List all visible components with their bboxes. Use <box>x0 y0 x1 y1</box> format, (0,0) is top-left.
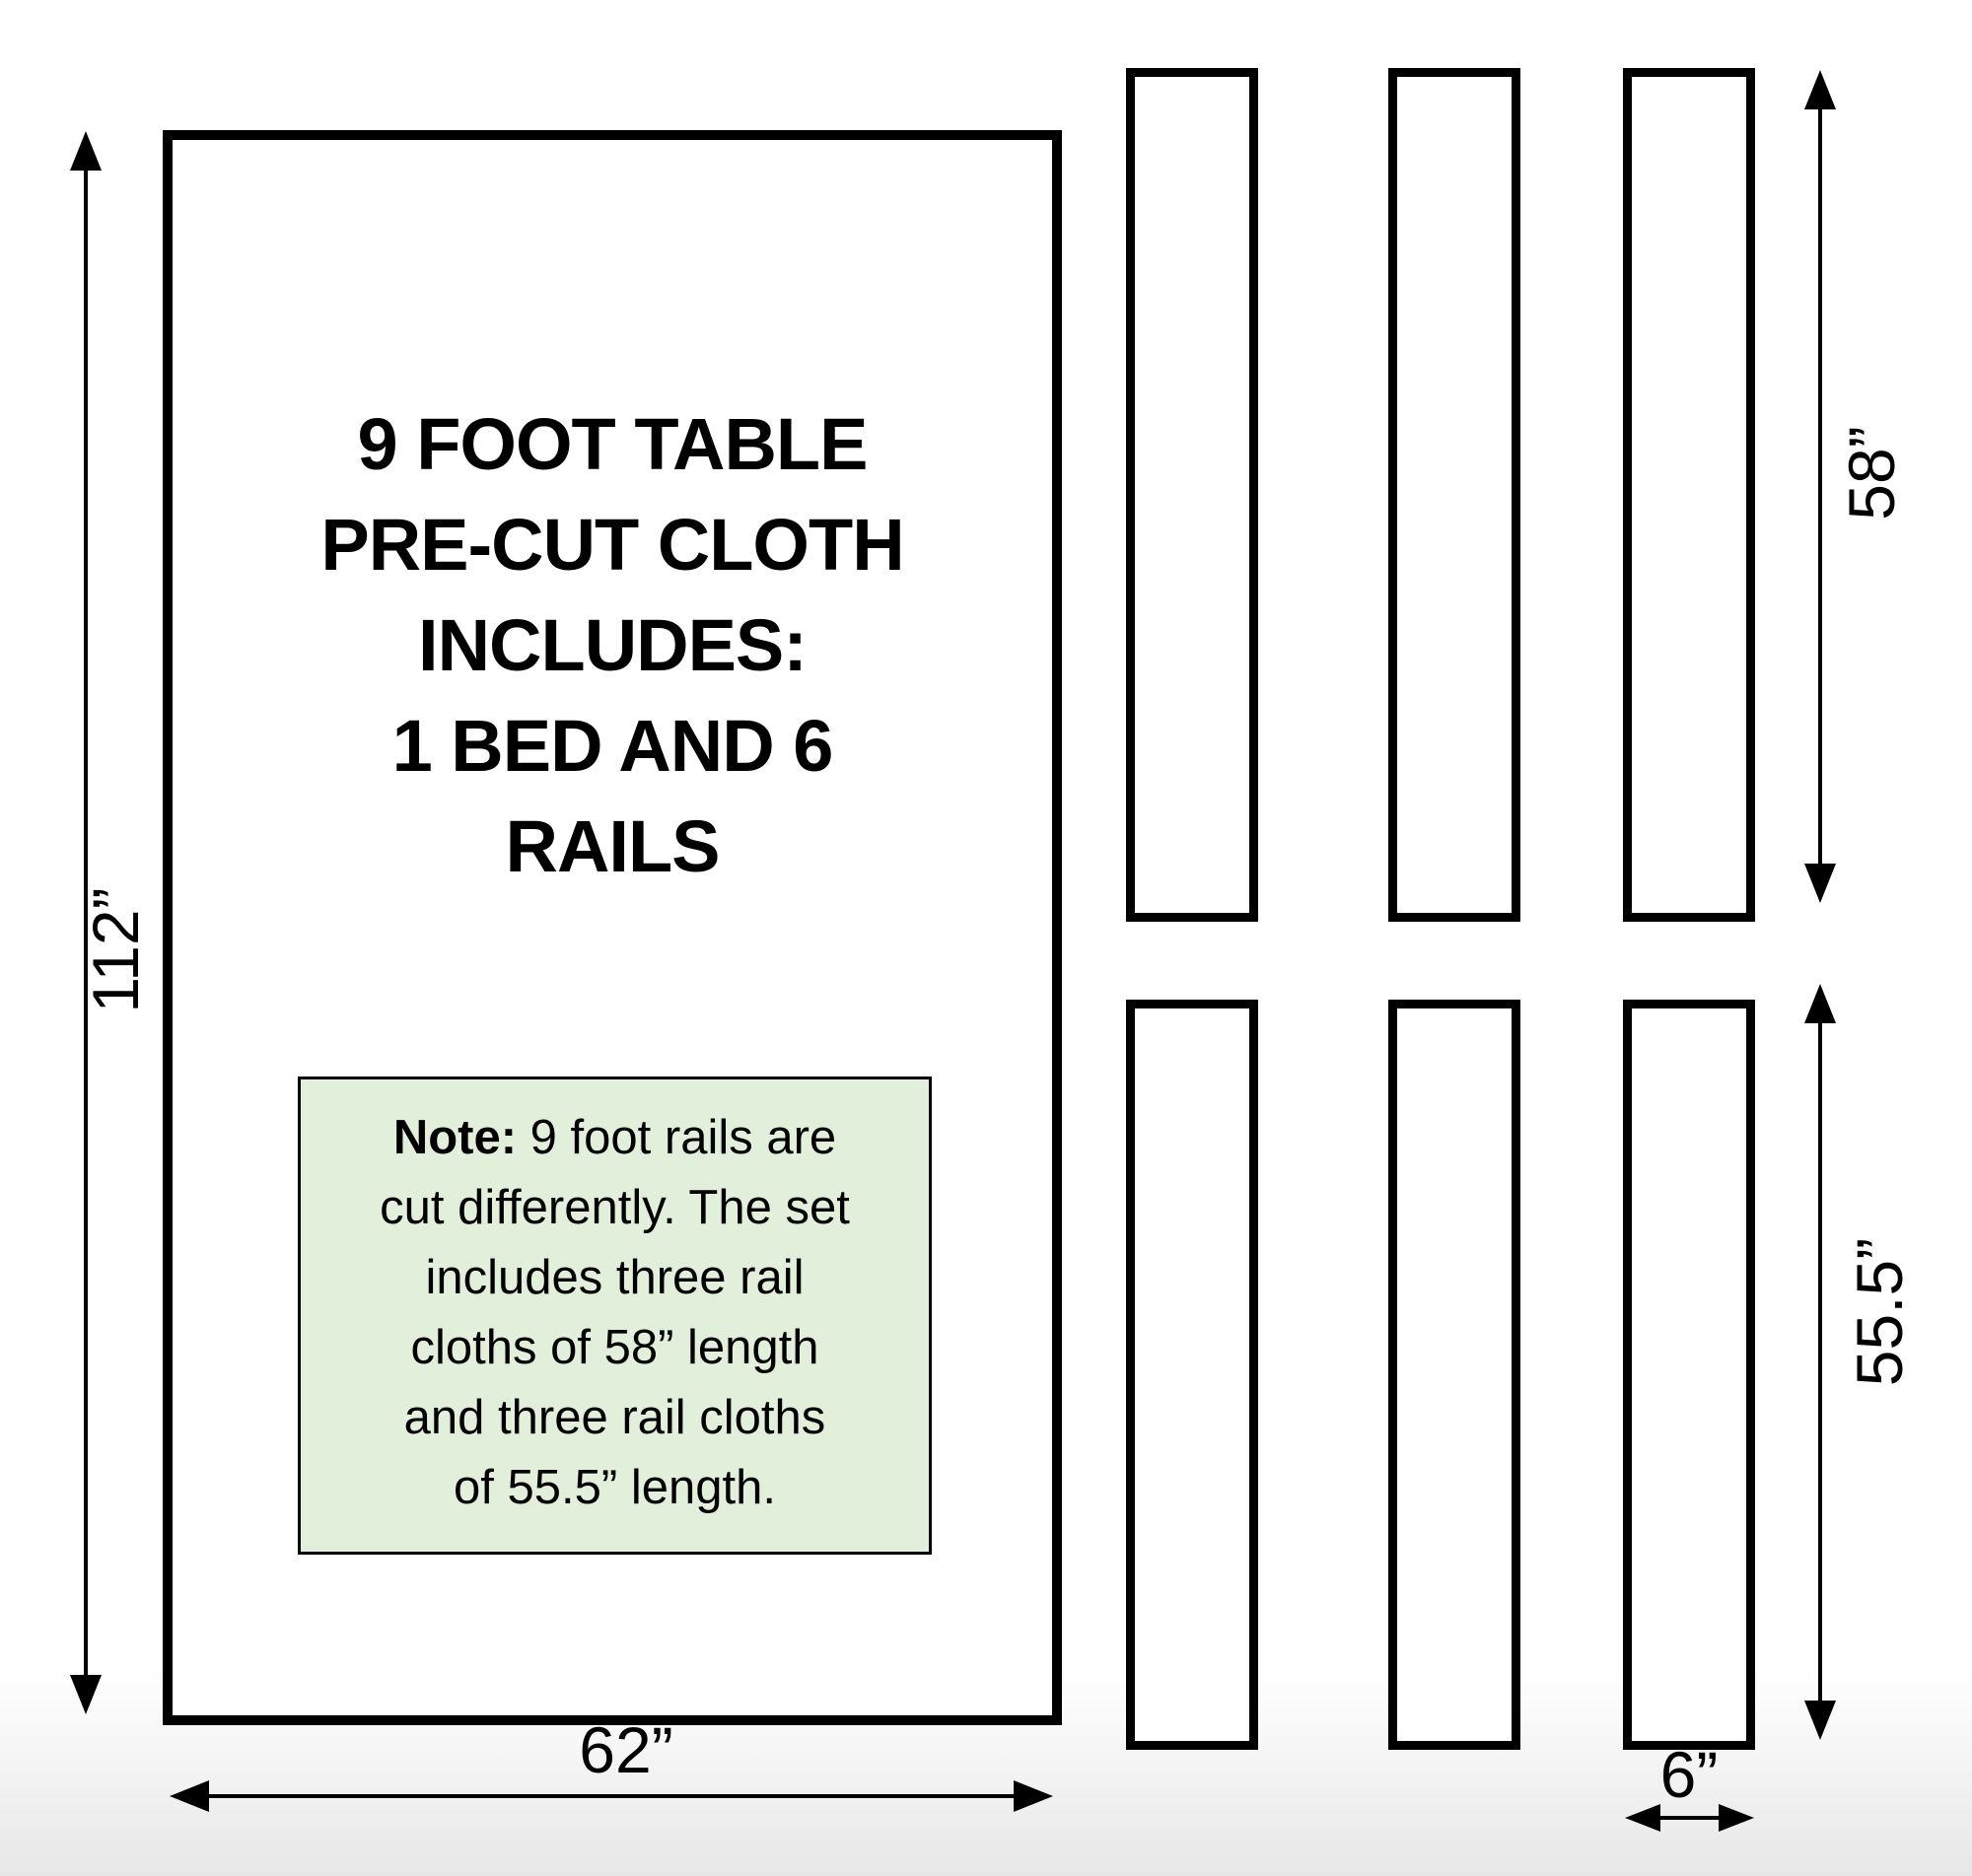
rail-top-1 <box>1126 68 1258 922</box>
bed-width-label: 62” <box>579 1713 673 1786</box>
rail-width-label: 6” <box>1659 1738 1719 1811</box>
arrowhead-up-icon <box>70 131 102 171</box>
bed-title-line: 1 BED AND 6 <box>391 705 833 787</box>
note-line: cut differently. The set <box>380 1181 850 1234</box>
dim-line <box>202 1794 1021 1798</box>
note-line: includes three rail <box>425 1251 805 1304</box>
rail-top-3 <box>1623 68 1755 922</box>
arrowhead-down-icon <box>1804 864 1836 903</box>
bed-title-line: PRE-CUT CLOTH <box>320 504 904 586</box>
bottom-rail-length-label: 55.5” <box>1843 1237 1916 1387</box>
dim-line <box>1818 104 1822 868</box>
top-rail-length-label: 58” <box>1835 426 1908 521</box>
rail-bottom-2 <box>1388 1000 1520 1750</box>
dim-line <box>1655 1816 1724 1820</box>
note-box <box>298 1077 932 1555</box>
arrowhead-down-icon <box>70 1675 102 1714</box>
dim-line <box>1818 1017 1822 1704</box>
rail-top-2 <box>1388 68 1520 922</box>
arrowhead-down-icon <box>1804 1701 1836 1740</box>
bed-height-label: 112” <box>79 887 152 1013</box>
note-line: cloths of 58” length <box>410 1321 819 1374</box>
note-line: Note: 9 foot rails are <box>392 1111 837 1164</box>
rail-bottom-1 <box>1126 1000 1258 1750</box>
rail-bottom-3 <box>1623 1000 1755 1750</box>
bed-title-line: 9 FOOT TABLE <box>357 403 868 485</box>
arrowhead-right-icon <box>1014 1780 1053 1812</box>
bed-title-line: RAILS <box>505 805 720 887</box>
bed-title-line: INCLUDES: <box>418 604 807 686</box>
note-line: and three rail cloths <box>403 1391 826 1444</box>
note-line: of 55.5” length. <box>454 1461 776 1514</box>
bed-title <box>163 394 1062 897</box>
